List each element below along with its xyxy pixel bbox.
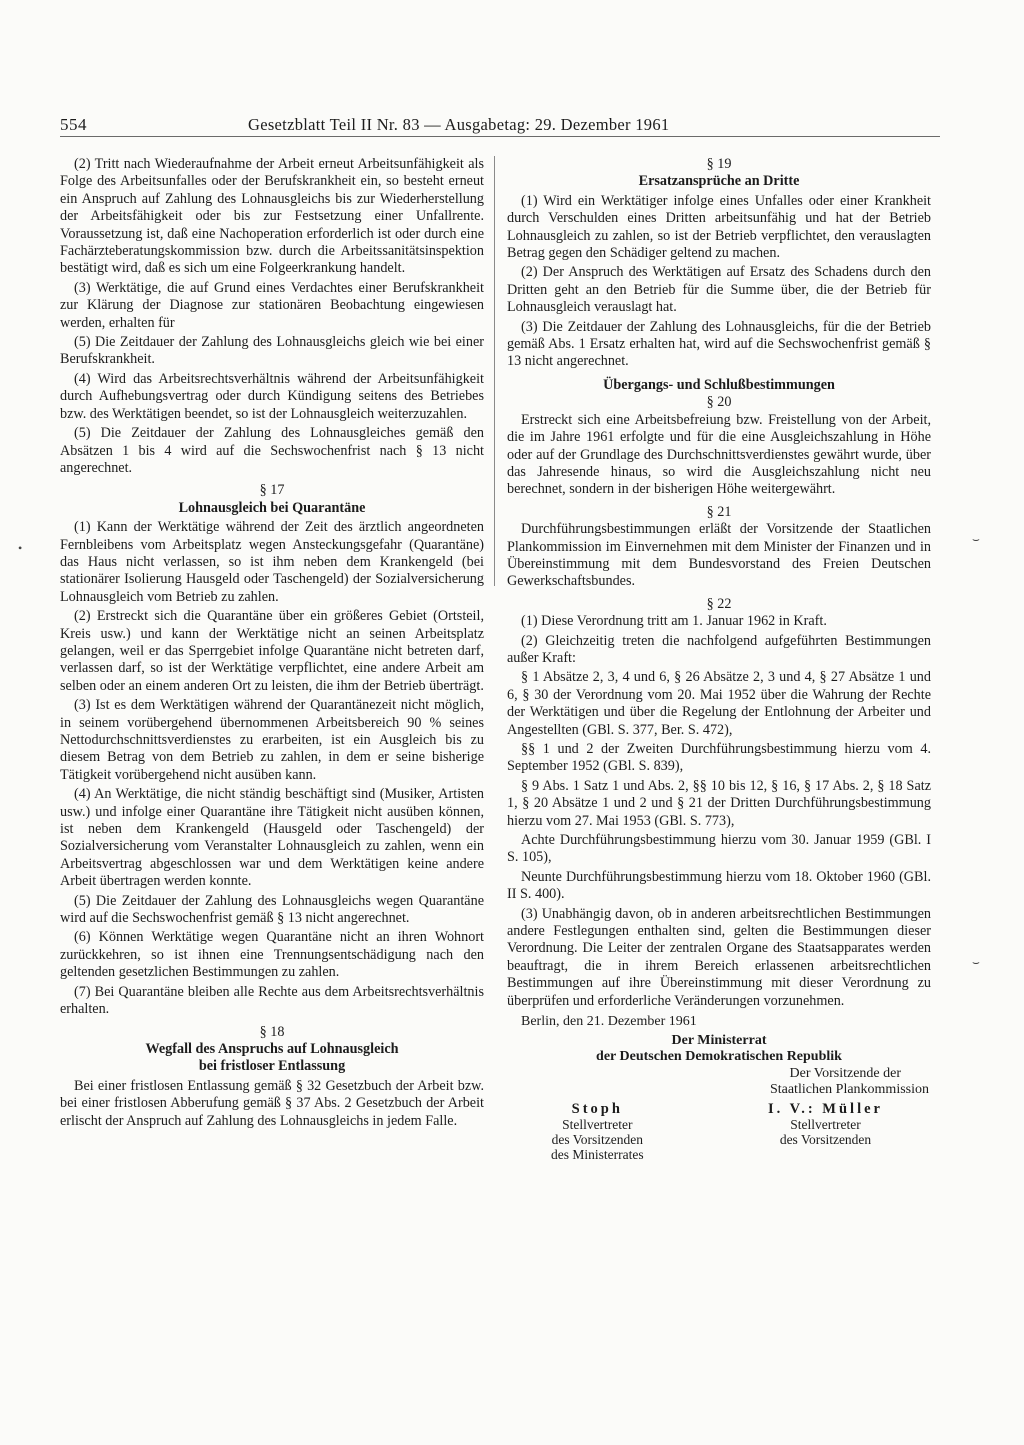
chair-title: Staatlichen Plankommission [769,1082,929,1098]
signatory-role: Stellvertreter [562,1117,633,1133]
paragraph: (3) Ist es dem Werktätigen während der Quarantänezeit nicht möglich, in seinem vorübergehend übernommenen Arbeitsbereich 90 % seines Nettodurchschnittsverdienstes zu erarbeiten, ist ein Ausgleich bis zu diesem Betrag von dem Betrieb zu zahlen, in dem er seine bisherige Tätigkeit vorübergehend nicht ausüben kann. [60,697,484,783]
paragraph: Bei einer fristlosen Entlassung gemäß § 32 Gesetzbuch der Arbeit bzw. bei einer fristlosen Abberufung gemäß § 37 Abs. 2 Gesetzbuch der Arbeit erlischt der Anspruch auf Zahlung des Lohnausgleichs in jedem Falle. [60,1077,484,1129]
paragraph: (1) Kann der Werktätige während der Zeit des ärztlich angeordneten Fernbleibens vom Arbeitsplatz wegen Ansteckungsgefahr (Quarantäne) das Haus nicht verlassen, so ist ihm neben dem Krankengeld (bei stationärer Isolierung Hausgeld oder Taschengeld) der Sozialversicherung Lohnausgleich vom Betrieb zu zahlen. [60,519,484,605]
paragraph: § 1 Absätze 2, 3, 4 und 6, § 26 Absätze 2, 3 und 4, § 27 Absätze 1 und 6, § 30 der Verordnung vom 20. Mai 1952 über die Wahrung der Rechte der Werktätigen und über die Regelung der Entlohnung der Arbeiter und Angestellten (GBl. S. 377, Ber. S. 472), [507,669,931,738]
signature-block [507,1014,931,1162]
section-number: § 20 [706,394,732,411]
paragraph: (5) Die Zeitdauer der Zahlung des Lohnausgleiches gemäß den Absätzen 1 bis 4 wird auf die Sechswochenfrist nach § 13 nicht angerechnet. [60,425,484,476]
chapter-heading: Übergangs- und Schlußbestimmungen [603,376,835,393]
page-number: 554 [60,115,87,134]
paragraph: Achte Durchführungsbestimmung hierzu vom 30. Januar 1959 (GBl. I S. 105), [507,832,931,866]
paragraph: Neunte Durchführungsbestimmung hierzu vom 18. Oktober 1960 (GBl. II S. 400). [507,868,931,903]
paragraph: § 9 Abs. 1 Satz 1 und Abs. 2, §§ 10 bis 12, § 16, § 17 Abs. 2, § 18 Satz 1, § 20 Absätze 1 und 2 und § 21 der Dritten Durchführungsbestimmung hierzu vom 27. Mai 1953 (GBl. S. 773), [507,777,931,829]
paragraph: (5) Die Zeitdauer der Zahlung des Lohnausgleichs wegen Quarantäne wird auf die Sechswochenfrist gemäß § 13 nicht angerechnet. [60,892,484,927]
signature-left [551,1101,644,1163]
signatory-role: des Vorsitzenden [551,1132,643,1148]
section-title: Lohnausgleich bei Quarantäne [178,499,366,516]
paragraph: (6) Können Werktätige wegen Quarantäne nicht an ihren Wohnort zurückkehren, so ist ihnen eine Trennungsentschädigung nach den geltenden gesetzlichen Bestimmungen zu zahlen. [60,929,484,981]
right-column [507,156,931,1162]
paragraph: (2) Der Anspruch des Werktätigen auf Ersatz des Schadens durch den Dritten geht an den Betrieb für die Summe über, die der Betrieb für Lohnausgleich verauslagt hat. [507,264,931,316]
paragraph: (2) Tritt nach Wiederaufnahme der Arbeit erneut Arbeitsunfähigkeit als Folge des Arbeitsunfalles oder der Berufskrankheit ein, so besteht erneut ein Anspruch auf Zahlung des Lohnausgleichs bis zur Wiederherstellung der Arbeitsfähigkeit oder bis zur Festsetzung einer Unfallrente. Voraussetzung ist, daß eine Nachoperation erforderlich ist oder durch eine Fachärzteberatungskommission bzw. durch die Arbeitssanitätsinspektion bestätigt wird, daß es sich um eine Folgeerkrankung handelt. [60,156,484,277]
header-title: Gesetzblatt Teil II Nr. 83 — Ausgabetag: 29. Dezember 1961 [248,115,670,134]
paragraph: (2) Erstreckt sich die Quarantäne über ein größeres Gebiet (Ortsteil, Kreis usw.) und kann der Werktätige nicht an seinen Arbeitsplatz gelangen, weil er das Sperrgebiet infolge Quarantäne nicht betreten darf, verlassen darf, so ist der Werktätige verpflichtet, eine andere Arbeit am selben oder an einem anderen Ort zu leisten, die ihm der Betrieb überträgt. [60,608,484,694]
signatory-role: Stellvertreter [790,1117,861,1133]
paragraph: (3) Werktätige, die auf Grund eines Verdachtes einer Berufskrankheit zur Klärung der Diagnose zur stationären Beobachtung eingewiesen werden, erhalten für [60,279,484,331]
paragraph: (1) Diese Verordnung tritt am 1. Januar 1962 in Kraft. [521,613,827,630]
section-title: Ersatzansprüche an Dritte [638,173,800,190]
signature-row [507,1101,931,1163]
section-number: § 21 [706,503,732,520]
chair-title: Der Vorsitzende der [789,1065,901,1081]
left-column [60,156,484,1132]
paragraph: (4) An Werktätige, die nicht ständig beschäftigt sind (Musiker, Artisten usw.) und infolge einer Quarantäne ihre Tätigkeit nicht ausüben können, ist neben dem Krankengeld (Hausgeld oder Taschengeld) der Sozialversicherung vom Veranstalter Lohnausgleich zu zahlen, wenn ein Arbeitsvertrag abgeschlossen war und dem Werktätigen keine andere Arbeit übertragen werden konnte. [60,786,484,890]
paragraph: (4) Wird das Arbeitsrechtsverhältnis während der Arbeitsunfähigkeit durch Aufhebungsvertrag oder durch Kündigung seitens des Betriebes bzw. des Werktätigen beendet, so ist der Lohnausgleich weiterzuzahlen. [60,370,484,422]
signature-right [768,1101,883,1163]
margin-dot: • [18,541,23,555]
paragraph: §§ 1 und 2 der Zweiten Durchführungsbestimmung hierzu vom 4. September 1952 (GBl. S. 839), [507,741,931,775]
signatory-role: des Ministerrates [551,1147,644,1163]
margin-tick: ⌣ [972,532,980,546]
paragraph: (3) Die Zeitdauer der Zahlung des Lohnausgleichs, für die der Betrieb gemäß Abs. 1 Ersatz erhalten hat, wird auf die Sechswochenfrist gemäß § 13 nicht angerechnet. [507,318,931,370]
date-line: Berlin, den 21. Dezember 1961 [521,1014,697,1030]
section-number: § 19 [706,156,732,172]
section-title: bei fristloser Entlassung [198,1058,346,1075]
paragraph: (5) Die Zeitdauer der Zahlung des Lohnausgleichs gleich wie bei einer Berufskrankheit. [60,334,484,368]
paragraph: Durchführungsbestimmungen erläßt der Vorsitzende der Staatlichen Plankommission im Einvernehmen mit dem Minister der Finanzen und in Übereinstimmung mit dem Bundesvorstand des Freien Deutschen Gewerkschaftsbundes. [507,521,931,590]
column-separator [494,156,495,586]
margin-tick: ⌣ [972,955,980,969]
signatory-name: I. V.: Müller [768,1100,883,1117]
paragraph: (1) Wird ein Werktätiger infolge eines Unfalles oder einer Krankheit durch Verschulden eines Dritten arbeitsunfähig und hat der Betrieb Lohnausgleich zu zahlen, so ist der Betrieb verpflichtet, den verauslagten Betrag gegen den Schädiger geltend zu machen. [507,192,931,262]
issuer-org: Der Ministerrat [671,1032,767,1048]
section-number: § 17 [259,482,285,499]
page-header [60,112,940,137]
signatory-role: des Vorsitzenden [779,1132,872,1148]
paragraph: (7) Bei Quarantäne bleiben alle Rechte aus dem Arbeitsrechtsverhältnis erhalten. [60,983,484,1018]
section-title: Wegfall des Anspruchs auf Lohnausgleich [145,1040,399,1057]
section-number: § 18 [259,1023,285,1040]
paragraph: (2) Gleichzeitig treten die nachfolgend aufgeführten Bestimmungen außer Kraft: [507,632,931,666]
section-number: § 22 [706,595,732,612]
signatory-name: Stoph [571,1100,623,1117]
paragraph: Erstreckt sich eine Arbeitsbefreiung bzw. Freistellung von der Arbeit, die im Jahre 1961 erfolgte und für die eine Ausgleichszahlung in Höhe oder auf der Grundlage des Durchschnittsverdienstes gewährt wurde, über das Jahresende hinaus, so wird die Ausgleichszahlung nicht neu berechnet, sondern in der bisherigen Höhe weitergewährt. [507,411,931,498]
issuer-org: der Deutschen Demokratischen Republik [596,1049,842,1065]
paragraph: (3) Unabhängig davon, ob in anderen arbeitsrechtlichen Bestimmungen andere Festlegungen enthalten sind, gelten die Bestimmungen dieser Verordnung. Die Leiter der zentralen Organe des Staatsapparates werden beauftragt, die in ihrem Bereich erlassenen arbeitsrechtlichen Bestimmungen auf ihre Übereinstimmung mit dieser Verordnung zu überprüfen und erforderliche Veränderungen vorzunehmen. [507,905,931,1009]
